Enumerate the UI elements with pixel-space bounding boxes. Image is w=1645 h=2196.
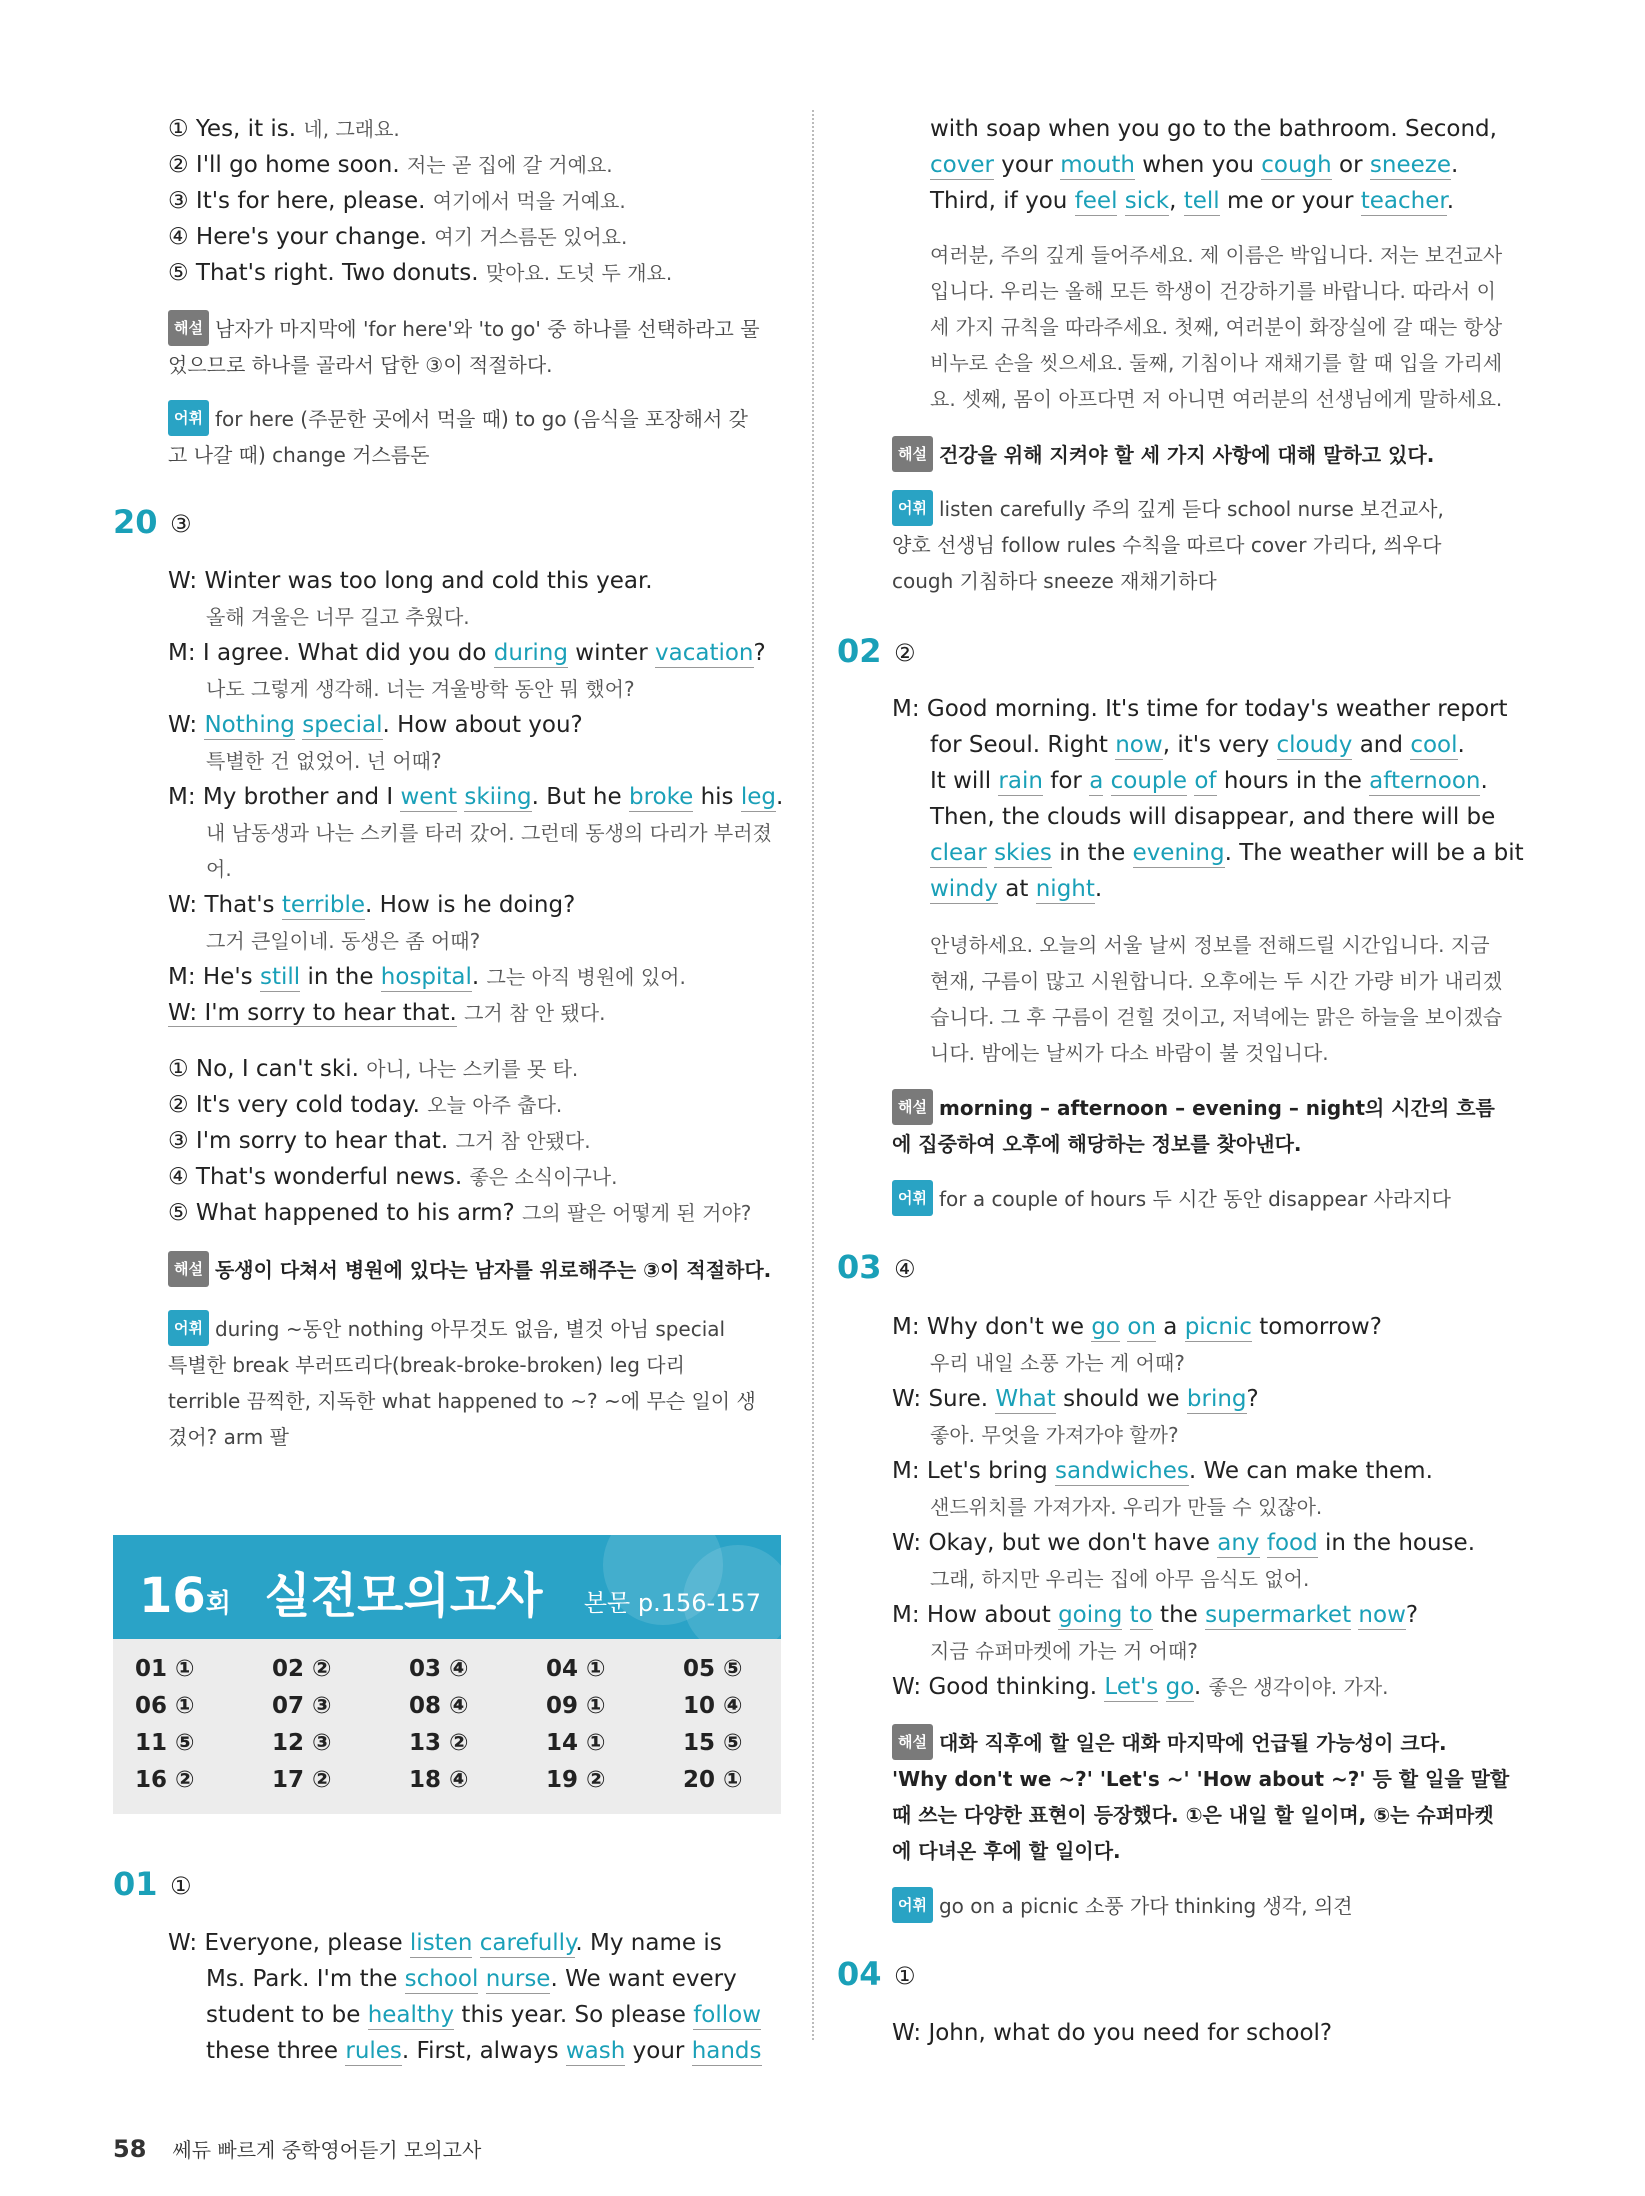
q20-option-5: ⑤ What happened to his arm? 그의 팔은 어떻게 된 거야? bbox=[168, 1200, 752, 1226]
q04-script-line: W: John, what do you need for school? bbox=[892, 2020, 1333, 2046]
banner-page-ref: 본문 p.156-157 bbox=[583, 1589, 761, 1617]
q03-script-line: M: Let's bring sandwiches. We can make them. bbox=[892, 1458, 1433, 1484]
q03-number: 03 bbox=[837, 1248, 882, 1286]
answer-key-cell: 12 ③ bbox=[272, 1730, 332, 1756]
q03-script-line: M: Why don't we go on a picnic tomorrow? bbox=[892, 1314, 1382, 1340]
banner-title: 16회 실전모의고사 bbox=[139, 1568, 543, 1624]
q03-answer: ④ bbox=[894, 1255, 916, 1283]
q02-script-line: windy at night. bbox=[930, 876, 1103, 902]
q01-translation: 여러분, 주의 깊게 들어주세요. 제 이름은 박입니다. 저는 보건교사 bbox=[930, 243, 1503, 267]
answer-key-cell: 18 ④ bbox=[409, 1767, 469, 1793]
q19-vocabulary: 어휘 for here (주문한 곳에서 먹을 때) to go (음식을 포장해서 갖 bbox=[168, 402, 748, 439]
q20-script-line: W: Nothing special. How about you? bbox=[168, 712, 583, 738]
q03-script-line: W: Good thinking. Let's go. 좋은 생각이야. 가자. bbox=[892, 1674, 1389, 1700]
q03-translation: 그래, 하지만 우리는 집에 아무 음식도 없어. bbox=[930, 1567, 1310, 1591]
q20-script-line: W: Winter was too long and cold this year. bbox=[168, 568, 653, 594]
q02-translation: 습니다. 그 후 구름이 걷힐 것이고, 저녁에는 맑은 하늘을 보이겠습 bbox=[930, 1005, 1503, 1029]
answer-key-cell: 16 ② bbox=[135, 1767, 195, 1793]
q20-script-line: W: That's terrible. How is he doing? bbox=[168, 892, 576, 918]
q19-explanation-line2: 었으므로 하나를 골라서 답한 ③이 적절하다. bbox=[168, 353, 553, 377]
answer-key-grid bbox=[113, 1639, 781, 1814]
q01-translation: 비누로 손을 씻으세요. 둘째, 기침이나 재채기를 할 때 입을 가리세 bbox=[930, 351, 1503, 375]
q01-script-line: these three rules. First, always wash your hands bbox=[206, 2038, 762, 2064]
q01-answer: ① bbox=[170, 1872, 192, 1900]
q01-script-line: Third, if you feel sick, tell me or your teacher. bbox=[930, 188, 1455, 214]
q01-explanation: 해설 건강을 위해 지켜야 할 세 가지 사항에 대해 말하고 있다. bbox=[892, 438, 1434, 475]
q02-explanation-line2: 에 집중하여 오후에 해당하는 정보를 찾아낸다. bbox=[892, 1132, 1302, 1156]
q19-option-3: ③ It's for here, please. 여기에서 먹을 거예요. bbox=[168, 188, 626, 214]
q02-script-line: clear skies in the evening. The weather will be a bit bbox=[930, 840, 1524, 866]
q20-translation: 어. bbox=[206, 857, 232, 881]
q20-script-line: M: I agree. What did you do during winter vacation? bbox=[168, 640, 766, 666]
q01-script-line: Ms. Park. I'm the school nurse. We want every bbox=[206, 1966, 737, 1992]
answer-key-cell: 04 ① bbox=[546, 1656, 606, 1682]
q01-vocabulary: 어휘 listen carefully 주의 깊게 듣다 school nurse 보건교사, bbox=[892, 492, 1444, 529]
q02-translation: 니다. 밤에는 날씨가 다소 바람이 불 것입니다. bbox=[930, 1041, 1329, 1065]
q03-explanation-line3: 때 쓰는 다양한 표현이 등장했다. ①은 내일 할 일이며, ⑤는 슈퍼마켓 bbox=[892, 1803, 1494, 1827]
q02-translation: 안녕하세요. 오늘의 서울 날씨 정보를 전해드릴 시간입니다. 지금 bbox=[930, 933, 1490, 957]
answer-key-cell: 08 ④ bbox=[409, 1693, 469, 1719]
answer-key-cell: 17 ② bbox=[272, 1767, 332, 1793]
q01-script-line: with soap when you go to the bathroom. Second, bbox=[930, 116, 1497, 142]
q19-option-5: ⑤ That's right. Two donuts. 맞아요. 도넛 두 개요. bbox=[168, 260, 673, 286]
q02-script-line: for Seoul. Right now, it's very cloudy and cool. bbox=[930, 732, 1465, 758]
q20-translation: 나도 그렇게 생각해. 너는 겨울방학 동안 뭐 했어? bbox=[206, 677, 635, 701]
answer-key-cell: 06 ① bbox=[135, 1693, 195, 1719]
q03-translation: 지금 슈퍼마켓에 가는 거 어때? bbox=[930, 1639, 1198, 1663]
q20-translation: 그거 큰일이네. 동생은 좀 어때? bbox=[206, 929, 481, 953]
q01-script-line: W: Everyone, please listen carefully. My name is bbox=[168, 1930, 722, 1956]
q02-vocabulary: 어휘 for a couple of hours 두 시간 동안 disappear 사라지다 bbox=[892, 1182, 1451, 1219]
q20-answer: ③ bbox=[170, 510, 192, 538]
q02-script-line: Then, the clouds will disappear, and there will be bbox=[930, 804, 1496, 830]
q03-explanation: 해설 대화 직후에 할 일은 대화 마지막에 언급될 가능성이 크다. bbox=[892, 1726, 1447, 1763]
q01-number: 01 bbox=[113, 1865, 158, 1903]
answer-key-cell: 07 ③ bbox=[272, 1693, 332, 1719]
q20-translation: 올해 겨울은 너무 길고 추웠다. bbox=[206, 605, 470, 629]
q19-option-2: ② I'll go home soon. 저는 곧 집에 갈 거예요. bbox=[168, 152, 613, 178]
q20-explanation: 해설 동생이 다쳐서 병원에 있다는 남자를 위로해주는 ③이 적절하다. bbox=[168, 1253, 771, 1290]
q04-number: 04 bbox=[837, 1955, 882, 1993]
q20-translation: 특별한 건 없었어. 넌 어때? bbox=[206, 749, 442, 773]
q01-script-line: student to be healthy this year. So please follow bbox=[206, 2002, 762, 2028]
page-number: 58 bbox=[113, 2135, 147, 2163]
q02-answer: ② bbox=[894, 639, 916, 667]
q03-explanation-line2: 'Why don't we ~?' 'Let's ~' 'How about ~?' 등 할 일을 말할 bbox=[892, 1767, 1510, 1791]
q02-translation: 현재, 구름이 많고 시원합니다. 오후에는 두 시간 가량 비가 내리겠 bbox=[930, 969, 1503, 993]
q20-translation: 내 남동생과 나는 스키를 타러 갔어. 그런데 동생의 다리가 부러졌 bbox=[206, 821, 772, 845]
q19-vocabulary-line2: 고 나갈 때) change 거스름돈 bbox=[168, 443, 430, 467]
q20-option-1: ① No, I can't ski. 아니, 나는 스키를 못 타. bbox=[168, 1056, 579, 1082]
q20-script-line: W: I'm sorry to hear that. 그거 참 안 됐다. bbox=[168, 1000, 606, 1026]
q04-answer: ① bbox=[894, 1962, 916, 1990]
answer-key-cell: 01 ① bbox=[135, 1656, 195, 1682]
q20-number: 20 bbox=[113, 503, 158, 541]
q03-script-line: M: How about going to the supermarket now? bbox=[892, 1602, 1419, 1628]
test-banner bbox=[113, 1535, 781, 1639]
q02-script-line: M: Good morning. It's time for today's weather report bbox=[892, 696, 1508, 722]
answer-key-cell: 14 ① bbox=[546, 1730, 606, 1756]
q03-translation: 좋아. 무엇을 가져가야 할까? bbox=[930, 1423, 1179, 1447]
q19-explanation: 해설 남자가 마지막에 'for here'와 'to go' 중 하나를 선택하라고 물 bbox=[168, 312, 760, 349]
q19-option-1: ① Yes, it is. 네, 그래요. bbox=[168, 116, 400, 142]
q03-translation: 우리 내일 소풍 가는 게 어때? bbox=[930, 1351, 1185, 1375]
answer-key-cell: 09 ① bbox=[546, 1693, 606, 1719]
q20-vocabulary: 어휘 during ~동안 nothing 아무것도 없음, 별것 아님 special bbox=[168, 1312, 725, 1349]
book-title: 쎄듀 빠르게 중학영어듣기 모의고사 bbox=[172, 2138, 482, 2162]
answer-key-cell: 19 ② bbox=[546, 1767, 606, 1793]
q03-script-line: W: Sure. What should we bring? bbox=[892, 1386, 1259, 1412]
answer-key-cell: 03 ④ bbox=[409, 1656, 469, 1682]
q02-number: 02 bbox=[837, 632, 882, 670]
q19-option-4: ④ Here's your change. 여기 거스름돈 있어요. bbox=[168, 224, 628, 250]
answer-key-cell: 15 ⑤ bbox=[683, 1730, 743, 1756]
answer-key-cell: 20 ① bbox=[683, 1767, 743, 1793]
q01-translation: 요. 셋째, 몸이 아프다면 저 아니면 여러분의 선생님에게 말하세요. bbox=[930, 387, 1503, 411]
answer-key-cell: 02 ② bbox=[272, 1656, 332, 1682]
q03-vocabulary: 어휘 go on a picnic 소풍 가다 thinking 생각, 의견 bbox=[892, 1889, 1353, 1926]
q03-script-line: W: Okay, but we don't have any food in the house. bbox=[892, 1530, 1476, 1556]
q01-vocabulary-line2: 양호 선생님 follow rules 수칙을 따르다 cover 가리다, 씌우다 bbox=[892, 533, 1442, 557]
q03-explanation-line4: 에 다녀온 후에 할 일이다. bbox=[892, 1839, 1121, 1863]
page-footer bbox=[113, 2134, 481, 2163]
q02-script-line: It will rain for a couple of hours in the afternoon. bbox=[930, 768, 1488, 794]
q20-script-line: M: My brother and I went skiing. But he broke his leg. bbox=[168, 784, 784, 810]
q01-vocabulary-line3: cough 기침하다 sneeze 재채기하다 bbox=[892, 569, 1217, 593]
answer-key-cell: 10 ④ bbox=[683, 1693, 743, 1719]
q03-translation: 샌드위치를 가져가자. 우리가 만들 수 있잖아. bbox=[930, 1495, 1323, 1519]
q01-translation: 세 가지 규칙을 따라주세요. 첫째, 여러분이 화장실에 갈 때는 항상 bbox=[930, 315, 1503, 339]
answer-key-cell: 05 ⑤ bbox=[683, 1656, 743, 1682]
q20-vocabulary-line2: 특별한 break 부러뜨리다(break-broke-broken) leg 다리 bbox=[168, 1353, 685, 1377]
q20-vocabulary-line3: terrible 끔찍한, 지독한 what happened to ~? ~에 무슨 일이 생 bbox=[168, 1389, 756, 1413]
q20-option-3: ③ I'm sorry to hear that. 그거 참 안됐다. bbox=[168, 1128, 591, 1154]
q01-script-line: cover your mouth when you cough or sneeze. bbox=[930, 152, 1459, 178]
answer-key-cell: 11 ⑤ bbox=[135, 1730, 195, 1756]
column-divider bbox=[812, 110, 814, 2040]
q01-translation: 입니다. 우리는 올해 모든 학생이 건강하기를 바랍니다. 따라서 이 bbox=[930, 279, 1496, 303]
q20-option-2: ② It's very cold today. 오늘 아주 춥다. bbox=[168, 1092, 563, 1118]
q20-vocabulary-line4: 겼어? arm 팔 bbox=[168, 1425, 289, 1449]
q02-explanation: 해설 morning – afternoon – evening – night의 시간의 흐름 bbox=[892, 1091, 1495, 1128]
q20-option-4: ④ That's wonderful news. 좋은 소식이구나. bbox=[168, 1164, 618, 1190]
answer-key-cell: 13 ② bbox=[409, 1730, 469, 1756]
q20-script-line: M: He's still in the hospital. 그는 아직 병원에 있어. bbox=[168, 964, 686, 990]
